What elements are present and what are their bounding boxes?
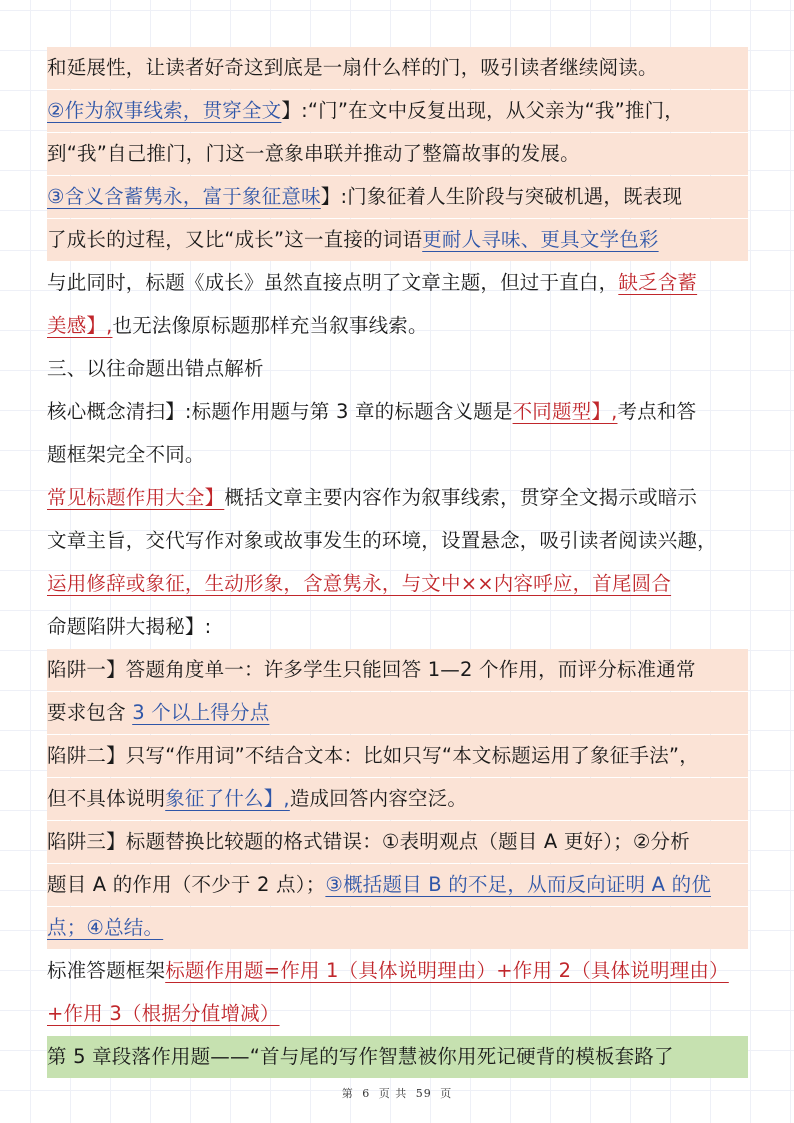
text-run: 文章主旨，交代写作对象或故事发生的环境，设置悬念，吸引读者阅读兴趣， (47, 529, 717, 552)
highlight-term: +作用 3（根据分值增减） (47, 1002, 280, 1025)
page-number: 6 (362, 1087, 371, 1100)
text-run: 命题陷阱大揭秘】: (47, 615, 212, 638)
text-run: 核心概念清扫】:标题作用题与第 3 章的标题含义题是 (47, 400, 513, 423)
paragraph-line (47, 606, 748, 648)
text-run: 】:“门”在文中反复出现，从父亲为“我”推门， (281, 99, 684, 122)
paragraph-line (47, 47, 748, 89)
paragraph-line (47, 219, 748, 261)
paragraph-line (47, 133, 748, 175)
page-total: 59 (415, 1087, 432, 1100)
text-run: 和延展性，让读者好奇这到底是一扇什么样的门，吸引读者继续阅读。 (47, 56, 658, 79)
paragraph-line (47, 434, 748, 476)
paragraph-line (47, 907, 748, 949)
paragraph-line (47, 520, 748, 562)
paragraph-line (47, 262, 748, 304)
text-run: 但不具体说明 (47, 787, 166, 810)
text-run: 题框架完全不同。 (47, 443, 205, 466)
text-run: 要求包含 (47, 701, 133, 724)
paragraph-line (47, 563, 748, 605)
highlight-term: 不同题型】, (512, 400, 618, 423)
highlight-term: 标题作用题=作用 1（具体说明理由）+作用 2（具体说明理由） (165, 959, 729, 982)
text-run: 到“我”自己推门，门这一意象串联并推动了整篇故事的发展。 (47, 142, 580, 165)
highlight-term: 美感】, (47, 314, 113, 337)
paragraph-line (47, 649, 748, 691)
text-run: 也无法像原标题那样充当叙事线索。 (112, 314, 428, 337)
footer-middle: 页 共 (378, 1087, 408, 1100)
highlight-term: 3 个以上得分点 (132, 701, 270, 724)
text-run: 三、以往命题出错点解析 (47, 357, 264, 380)
highlight-term: 常见标题作用大全】 (47, 486, 225, 509)
paragraph-line (47, 90, 748, 132)
text-run: 第 5 章段落作用题——“首与尾的写作智慧被你用死记硬背的模板套路了 (47, 1045, 674, 1068)
footer-prefix: 第 (341, 1087, 354, 1100)
text-run: 概括文章主要内容作为叙事线索，贯穿全文揭示或暗示 (224, 486, 698, 509)
paragraph-line (47, 864, 748, 906)
text-run: 陷阱二】只写“作用词”不结合文本：比如只写“本文标题运用了象征手法”， (47, 744, 699, 767)
highlight-term: 运用修辞或象征，生动形象，含意隽永，与文中××内容呼应，首尾圆合 (47, 572, 672, 595)
paragraph-line (47, 778, 748, 820)
text-run: 】:门象征着人生阶段与突破机遇，既表现 (320, 185, 683, 208)
paragraph-line (47, 950, 748, 992)
paragraph-line (47, 692, 748, 734)
text-run: 与此同时，标题《成长》虽然直接点明了文章主题，但过于直白， (47, 271, 619, 294)
text-run: 考点和答 (617, 400, 697, 423)
page-footer (0, 1085, 794, 1101)
highlight-term: 缺乏含蓄 (618, 271, 698, 294)
text-run: 了成长的过程，又比“成长”这一直接的词语 (47, 228, 423, 251)
paragraph-line (47, 391, 748, 433)
highlight-term: ②作为叙事线索，贯穿全文 (47, 99, 282, 122)
paragraph-line (47, 821, 748, 863)
footer-suffix: 页 (440, 1087, 453, 1100)
highlight-term: ③含义含蓄隽永，富于象征意味 (47, 185, 321, 208)
text-run: 标准答题框架 (47, 959, 166, 982)
text-run: 造成回答内容空泛。 (289, 787, 468, 810)
chapter-heading (47, 1036, 748, 1078)
paragraph-line (47, 477, 748, 519)
text-run: 陷阱三】标题替换比较题的格式错误：①表明观点（题目 A 更好）；②分析 (47, 830, 690, 853)
highlight-term: 点；④总结。 (47, 916, 164, 939)
paragraph-line (47, 305, 748, 347)
paragraph-line (47, 176, 748, 218)
paragraph-line (47, 993, 748, 1035)
paragraph-line (47, 735, 748, 777)
text-run: 陷阱一】答题角度单一：许多学生只能回答 1—2 个作用，而评分标准通常 (47, 658, 696, 681)
text-run: 题目 A 的作用（不少于 2 点）； (47, 873, 326, 896)
section-heading (47, 348, 748, 390)
highlight-term: ③概括题目 B 的不足，从而反向证明 A 的优 (325, 873, 711, 896)
highlight-term: 象征了什么】, (165, 787, 290, 810)
highlight-term: 更耐人寻味、更具文学色彩 (422, 228, 659, 251)
